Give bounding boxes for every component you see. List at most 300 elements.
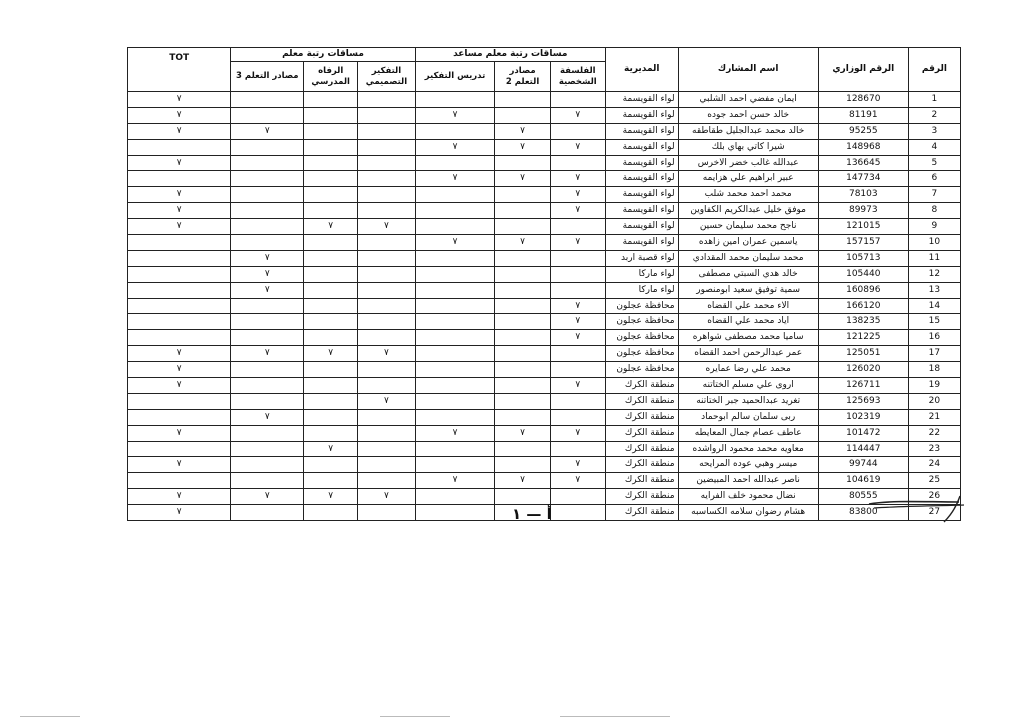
row-course-mark bbox=[128, 393, 231, 409]
row-directorate: منطقة الكرك bbox=[605, 505, 678, 521]
check-mark-icon: ٧ bbox=[520, 236, 525, 247]
row-course-mark bbox=[415, 378, 495, 394]
row-directorate: لواء القويسمة bbox=[605, 187, 678, 203]
row-course-mark bbox=[415, 282, 495, 298]
table-row bbox=[128, 187, 961, 203]
row-course-mark bbox=[358, 282, 415, 298]
row-course-mark bbox=[358, 219, 415, 235]
row-course-mark bbox=[128, 235, 231, 251]
row-ministry-id: 125693 bbox=[818, 393, 908, 409]
row-participant-name: سمية توفيق سعيد ابومنصور bbox=[678, 282, 818, 298]
check-mark-icon: ٧ bbox=[575, 316, 581, 327]
row-course-mark bbox=[415, 457, 495, 473]
check-mark-icon: ٧ bbox=[328, 348, 334, 359]
check-mark-icon: ٧ bbox=[452, 141, 458, 152]
row-course-mark bbox=[415, 393, 495, 409]
row-ministry-id: 101472 bbox=[818, 425, 908, 441]
row-course-mark bbox=[415, 171, 495, 187]
row-course-mark bbox=[358, 409, 415, 425]
row-course-mark bbox=[304, 139, 358, 155]
row-directorate: منطقة الكرك bbox=[605, 489, 678, 505]
row-course-mark bbox=[304, 219, 358, 235]
row-course-mark bbox=[128, 139, 231, 155]
row-course-mark bbox=[415, 266, 495, 282]
row-course-mark bbox=[128, 155, 231, 171]
row-course-mark bbox=[231, 250, 304, 266]
row-course-mark bbox=[415, 155, 495, 171]
row-participant-name: ناصر عبدالله احمد المبيضين bbox=[678, 473, 818, 489]
row-course-mark bbox=[128, 282, 231, 298]
row-participant-name: الاء محمد علي القضاه bbox=[678, 298, 818, 314]
row-ministry-id: 81191 bbox=[818, 107, 908, 123]
row-participant-name: خالد محمد عبدالجليل طقاطقه bbox=[678, 123, 818, 139]
row-number: 7 bbox=[908, 187, 960, 203]
table-row bbox=[128, 219, 961, 235]
row-directorate: منطقة الكرك bbox=[605, 473, 678, 489]
table-row bbox=[128, 362, 961, 378]
row-ministry-id: 95255 bbox=[818, 123, 908, 139]
row-course-mark bbox=[550, 155, 605, 171]
check-mark-icon: ٧ bbox=[264, 411, 270, 422]
row-course-mark bbox=[415, 298, 495, 314]
row-course-mark bbox=[231, 155, 304, 171]
row-course-mark bbox=[495, 250, 550, 266]
row-course-mark bbox=[415, 107, 495, 123]
row-course-mark bbox=[128, 219, 231, 235]
header-participant: اسم المشارك bbox=[678, 48, 818, 92]
row-number: 12 bbox=[908, 266, 960, 282]
table-row bbox=[128, 155, 961, 171]
row-course-mark bbox=[304, 441, 358, 457]
check-mark-icon: ٧ bbox=[328, 491, 334, 502]
row-course-mark bbox=[128, 203, 231, 219]
row-course-mark bbox=[550, 346, 605, 362]
row-number: 11 bbox=[908, 250, 960, 266]
row-course-mark bbox=[231, 298, 304, 314]
row-course-mark bbox=[358, 457, 415, 473]
header-tot: TOT bbox=[128, 48, 231, 92]
row-course-mark bbox=[550, 489, 605, 505]
row-course-mark bbox=[550, 362, 605, 378]
row-number: 10 bbox=[908, 235, 960, 251]
header-number: الرقم bbox=[908, 48, 960, 92]
row-course-mark bbox=[495, 282, 550, 298]
row-course-mark bbox=[495, 346, 550, 362]
check-mark-icon: ٧ bbox=[176, 491, 182, 502]
row-participant-name: هشام رضوان سلامه الكساسبه bbox=[678, 505, 818, 521]
row-course-mark bbox=[495, 155, 550, 171]
table-row bbox=[128, 107, 961, 123]
row-course-mark bbox=[231, 393, 304, 409]
check-mark-icon: ٧ bbox=[452, 236, 458, 247]
row-course-mark bbox=[495, 139, 550, 155]
check-mark-icon: ٧ bbox=[384, 491, 389, 502]
row-course-mark bbox=[358, 298, 415, 314]
header-course-personal-philosophy: الفلسفة الشخصية bbox=[550, 62, 605, 92]
row-course-mark bbox=[304, 457, 358, 473]
row-course-mark bbox=[304, 107, 358, 123]
row-course-mark bbox=[550, 266, 605, 282]
row-directorate: منطقة الكرك bbox=[605, 393, 678, 409]
row-course-mark bbox=[550, 298, 605, 314]
row-course-mark bbox=[128, 266, 231, 282]
table-row bbox=[128, 346, 961, 362]
row-participant-name: محمد علي رضا عمايره bbox=[678, 362, 818, 378]
row-course-mark bbox=[128, 378, 231, 394]
row-course-mark bbox=[231, 171, 304, 187]
row-course-mark bbox=[415, 250, 495, 266]
check-mark-icon: ٧ bbox=[176, 205, 182, 216]
check-mark-icon: ٧ bbox=[176, 189, 182, 200]
row-directorate: لواء ماركا bbox=[605, 282, 678, 298]
row-course-mark bbox=[550, 314, 605, 330]
row-course-mark bbox=[304, 505, 358, 521]
row-course-mark bbox=[550, 457, 605, 473]
row-number: 5 bbox=[908, 155, 960, 171]
check-mark-icon: ٧ bbox=[575, 379, 581, 390]
table-row bbox=[128, 441, 961, 457]
row-course-mark bbox=[495, 219, 550, 235]
scan-edge-line bbox=[560, 716, 670, 717]
row-course-mark bbox=[304, 362, 358, 378]
table-row bbox=[128, 330, 961, 346]
row-directorate: منطقة الكرك bbox=[605, 425, 678, 441]
check-mark-icon: ٧ bbox=[575, 236, 581, 247]
row-number: 8 bbox=[908, 203, 960, 219]
row-course-mark bbox=[495, 298, 550, 314]
row-course-mark bbox=[358, 171, 415, 187]
row-ministry-id: 78103 bbox=[818, 187, 908, 203]
row-directorate: منطقة الكرك bbox=[605, 457, 678, 473]
check-mark-icon: ٧ bbox=[264, 348, 270, 359]
row-directorate: لواء القويسمة bbox=[605, 235, 678, 251]
scan-edge-line bbox=[20, 716, 80, 717]
row-course-mark bbox=[304, 266, 358, 282]
row-course-mark bbox=[415, 362, 495, 378]
row-course-mark bbox=[495, 409, 550, 425]
check-mark-icon: ٧ bbox=[384, 221, 389, 232]
row-number: 1 bbox=[908, 92, 960, 108]
row-participant-name: محمد احمد محمد شلب bbox=[678, 187, 818, 203]
row-directorate: لواء القويسمة bbox=[605, 123, 678, 139]
check-mark-icon: ٧ bbox=[176, 507, 182, 518]
row-course-mark bbox=[415, 409, 495, 425]
table-row bbox=[128, 171, 961, 187]
row-course-mark bbox=[415, 92, 495, 108]
row-participant-name: ساميا محمد مصطفى شواهره bbox=[678, 330, 818, 346]
row-ministry-id: 157157 bbox=[818, 235, 908, 251]
row-participant-name: ميسر وهبي عوده المرايحه bbox=[678, 457, 818, 473]
row-course-mark bbox=[495, 123, 550, 139]
row-number: 27 bbox=[908, 505, 960, 521]
row-ministry-id: 138235 bbox=[818, 314, 908, 330]
row-course-mark bbox=[231, 123, 304, 139]
row-course-mark bbox=[495, 92, 550, 108]
row-directorate: لواء القويسمة bbox=[605, 107, 678, 123]
row-number: 22 bbox=[908, 425, 960, 441]
row-ministry-id: 104619 bbox=[818, 473, 908, 489]
row-course-mark bbox=[231, 441, 304, 457]
row-course-mark bbox=[231, 266, 304, 282]
row-course-mark bbox=[415, 314, 495, 330]
row-number: 21 bbox=[908, 409, 960, 425]
row-course-mark bbox=[550, 203, 605, 219]
row-course-mark bbox=[358, 441, 415, 457]
row-course-mark bbox=[231, 346, 304, 362]
check-mark-icon: ٧ bbox=[520, 125, 525, 136]
row-participant-name: ربى سلمان سالم ابوحماد bbox=[678, 409, 818, 425]
row-course-mark bbox=[550, 250, 605, 266]
table-body bbox=[128, 92, 961, 521]
row-course-mark bbox=[495, 235, 550, 251]
row-number: 2 bbox=[908, 107, 960, 123]
row-course-mark bbox=[304, 92, 358, 108]
row-course-mark bbox=[304, 393, 358, 409]
header-course-school-wellbeing: الرفاه المدرسي bbox=[304, 62, 358, 92]
row-course-mark bbox=[358, 92, 415, 108]
row-participant-name: عاطف عصام جمال المعايطه bbox=[678, 425, 818, 441]
row-course-mark bbox=[358, 346, 415, 362]
row-participant-name: عبدالله غالب خضر الاخرس bbox=[678, 155, 818, 171]
table-row bbox=[128, 123, 961, 139]
row-course-mark bbox=[495, 457, 550, 473]
row-course-mark bbox=[304, 203, 358, 219]
header-ministry-id: الرقم الوزاري bbox=[818, 48, 908, 92]
row-participant-name: ايمان مفضي احمد الشلبي bbox=[678, 92, 818, 108]
row-course-mark bbox=[415, 330, 495, 346]
row-number: 15 bbox=[908, 314, 960, 330]
table-row bbox=[128, 282, 961, 298]
row-course-mark bbox=[358, 107, 415, 123]
row-participant-name: خالد حسن احمد جوده bbox=[678, 107, 818, 123]
check-mark-icon: ٧ bbox=[575, 427, 581, 438]
row-participant-name: نضال محمود خلف الفرايه bbox=[678, 489, 818, 505]
row-participant-name: عبير ابراهيم علي هزايمه bbox=[678, 171, 818, 187]
row-course-mark bbox=[358, 362, 415, 378]
row-course-mark bbox=[495, 473, 550, 489]
row-course-mark bbox=[128, 298, 231, 314]
row-course-mark bbox=[128, 92, 231, 108]
table-row bbox=[128, 378, 961, 394]
check-mark-icon: ٧ bbox=[176, 157, 182, 168]
row-course-mark bbox=[231, 489, 304, 505]
row-course-mark bbox=[231, 505, 304, 521]
row-course-mark bbox=[550, 235, 605, 251]
row-course-mark bbox=[495, 441, 550, 457]
row-ministry-id: 121225 bbox=[818, 330, 908, 346]
row-directorate: لواء القويسمة bbox=[605, 92, 678, 108]
row-course-mark bbox=[550, 473, 605, 489]
check-mark-icon: ٧ bbox=[264, 252, 270, 263]
check-mark-icon: ٧ bbox=[328, 221, 334, 232]
check-mark-icon: ٧ bbox=[176, 93, 182, 104]
header-course-learning-resources-3: مصادر التعلم 3 bbox=[231, 62, 304, 92]
row-ministry-id: 136645 bbox=[818, 155, 908, 171]
row-course-mark bbox=[358, 425, 415, 441]
row-number: 14 bbox=[908, 298, 960, 314]
table-row bbox=[128, 266, 961, 282]
header-course-teaching-thinking: تدريس التفكير bbox=[415, 62, 495, 92]
row-participant-name: خالد هدي السبتي مصطفى bbox=[678, 266, 818, 282]
row-ministry-id: 102319 bbox=[818, 409, 908, 425]
row-number: 23 bbox=[908, 441, 960, 457]
row-ministry-id: 89973 bbox=[818, 203, 908, 219]
row-course-mark bbox=[304, 187, 358, 203]
row-course-mark bbox=[304, 425, 358, 441]
check-mark-icon: ٧ bbox=[452, 475, 458, 486]
header-course-learning-resources-2: مصادر التعلم 2 bbox=[495, 62, 550, 92]
row-directorate: لواء ماركا bbox=[605, 266, 678, 282]
table-row bbox=[128, 489, 961, 505]
table-row bbox=[128, 139, 961, 155]
row-course-mark bbox=[128, 314, 231, 330]
row-course-mark bbox=[358, 473, 415, 489]
check-mark-icon: ٧ bbox=[575, 173, 581, 184]
row-participant-name: اياد محمد علي القضاه bbox=[678, 314, 818, 330]
row-ministry-id: 125051 bbox=[818, 346, 908, 362]
check-mark-icon: ٧ bbox=[176, 109, 182, 120]
check-mark-icon: ٧ bbox=[575, 475, 581, 486]
header-course-design-thinking: التفكير التصميمي bbox=[358, 62, 415, 92]
header-group-assistant: مساقات رتبة معلم مساعد bbox=[415, 48, 605, 62]
row-ministry-id: 128670 bbox=[818, 92, 908, 108]
row-ministry-id: 83800 bbox=[818, 505, 908, 521]
row-ministry-id: 105713 bbox=[818, 250, 908, 266]
row-number: 16 bbox=[908, 330, 960, 346]
check-mark-icon: ٧ bbox=[384, 348, 389, 359]
check-mark-icon: ٧ bbox=[328, 443, 334, 454]
row-course-mark bbox=[495, 330, 550, 346]
table-row bbox=[128, 92, 961, 108]
row-participant-name: اروى علي مسلم الختاتنه bbox=[678, 378, 818, 394]
row-course-mark bbox=[128, 425, 231, 441]
row-directorate: منطقة الكرك bbox=[605, 409, 678, 425]
row-course-mark bbox=[128, 171, 231, 187]
row-course-mark bbox=[128, 107, 231, 123]
row-course-mark bbox=[231, 330, 304, 346]
row-participant-name: تغريد عبدالحميد جبر الختاتنه bbox=[678, 393, 818, 409]
row-course-mark bbox=[304, 298, 358, 314]
row-course-mark bbox=[495, 378, 550, 394]
row-course-mark bbox=[304, 330, 358, 346]
row-directorate: لواء قصبة اربد bbox=[605, 250, 678, 266]
row-course-mark bbox=[231, 139, 304, 155]
row-course-mark bbox=[415, 505, 495, 521]
row-course-mark bbox=[231, 235, 304, 251]
row-course-mark bbox=[415, 219, 495, 235]
row-course-mark bbox=[550, 187, 605, 203]
row-number: 17 bbox=[908, 346, 960, 362]
row-ministry-id: 121015 bbox=[818, 219, 908, 235]
row-course-mark bbox=[550, 282, 605, 298]
row-number: 20 bbox=[908, 393, 960, 409]
row-directorate: لواء القويسمة bbox=[605, 139, 678, 155]
row-course-mark bbox=[304, 489, 358, 505]
row-course-mark bbox=[495, 171, 550, 187]
scan-edge-line bbox=[380, 716, 450, 717]
table-row bbox=[128, 250, 961, 266]
row-course-mark bbox=[495, 314, 550, 330]
check-mark-icon: ٧ bbox=[575, 141, 581, 152]
row-directorate: لواء القويسمة bbox=[605, 219, 678, 235]
row-number: 24 bbox=[908, 457, 960, 473]
row-participant-name: معاويه محمد محمود الرواشده bbox=[678, 441, 818, 457]
row-course-mark bbox=[358, 155, 415, 171]
row-participant-name: ناجح محمد سليمان حسين bbox=[678, 219, 818, 235]
row-course-mark bbox=[550, 330, 605, 346]
row-course-mark bbox=[495, 393, 550, 409]
row-course-mark bbox=[550, 393, 605, 409]
check-mark-icon: ٧ bbox=[575, 459, 581, 470]
table-row bbox=[128, 203, 961, 219]
row-course-mark bbox=[495, 362, 550, 378]
row-ministry-id: 148968 bbox=[818, 139, 908, 155]
row-course-mark bbox=[231, 282, 304, 298]
check-mark-icon: ٧ bbox=[452, 173, 458, 184]
row-course-mark bbox=[495, 489, 550, 505]
row-directorate: محافظة عجلون bbox=[605, 362, 678, 378]
row-course-mark bbox=[358, 393, 415, 409]
row-course-mark bbox=[231, 187, 304, 203]
row-course-mark bbox=[358, 314, 415, 330]
row-course-mark bbox=[231, 107, 304, 123]
table-row bbox=[128, 457, 961, 473]
row-course-mark bbox=[231, 92, 304, 108]
row-course-mark bbox=[550, 425, 605, 441]
header-group-teacher: مساقات رتبة معلم bbox=[231, 48, 415, 62]
row-course-mark bbox=[304, 250, 358, 266]
check-mark-icon: ٧ bbox=[575, 300, 581, 311]
row-course-mark bbox=[128, 457, 231, 473]
row-ministry-id: 114447 bbox=[818, 441, 908, 457]
row-course-mark bbox=[495, 107, 550, 123]
row-course-mark bbox=[358, 330, 415, 346]
check-mark-icon: ٧ bbox=[176, 348, 182, 359]
row-course-mark bbox=[231, 314, 304, 330]
signature-icon bbox=[864, 494, 984, 524]
row-course-mark bbox=[358, 187, 415, 203]
row-ministry-id: 126711 bbox=[818, 378, 908, 394]
table-row bbox=[128, 235, 961, 251]
row-directorate: لواء القويسمة bbox=[605, 155, 678, 171]
row-participant-name: محمد سليمان محمد المقدادي bbox=[678, 250, 818, 266]
row-participant-name: موفق خليل عبدالكريم الكفاوين bbox=[678, 203, 818, 219]
row-course-mark bbox=[231, 203, 304, 219]
row-course-mark bbox=[304, 155, 358, 171]
handwritten-page-mark: أ — ١ bbox=[512, 505, 552, 523]
row-course-mark bbox=[495, 425, 550, 441]
check-mark-icon: ٧ bbox=[520, 141, 525, 152]
row-ministry-id: 80555 bbox=[818, 489, 908, 505]
row-course-mark bbox=[231, 362, 304, 378]
row-directorate: محافظة عجلون bbox=[605, 346, 678, 362]
row-number: 25 bbox=[908, 473, 960, 489]
check-mark-icon: ٧ bbox=[176, 364, 182, 375]
check-mark-icon: ٧ bbox=[264, 491, 270, 502]
row-course-mark bbox=[495, 266, 550, 282]
check-mark-icon: ٧ bbox=[176, 379, 182, 390]
row-directorate: لواء القويسمة bbox=[605, 203, 678, 219]
row-number: 4 bbox=[908, 139, 960, 155]
table-row bbox=[128, 298, 961, 314]
row-number: 6 bbox=[908, 171, 960, 187]
header-directorate: المديرية bbox=[605, 48, 678, 92]
row-course-mark bbox=[415, 441, 495, 457]
row-directorate: محافظة عجلون bbox=[605, 298, 678, 314]
row-course-mark bbox=[415, 473, 495, 489]
row-course-mark bbox=[128, 250, 231, 266]
row-directorate: منطقة الكرك bbox=[605, 378, 678, 394]
